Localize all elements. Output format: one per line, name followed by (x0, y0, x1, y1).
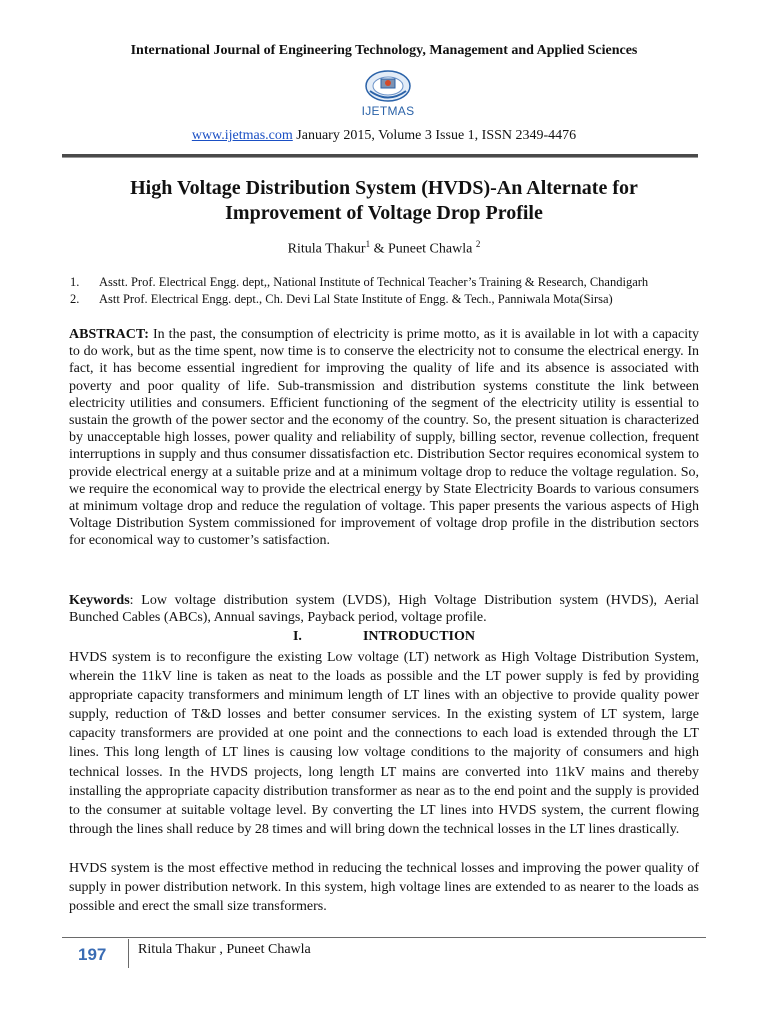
section-heading (0, 629, 768, 645)
affiliation-2 (70, 292, 613, 307)
keywords-label: Keywords (69, 593, 130, 608)
publication-info (0, 128, 768, 144)
issue-info: January 2015, Volume 3 Issue 1, ISSN 2349-4476 (292, 128, 577, 143)
keywords-text: : Low voltage distribution system (LVDS), High Voltage Distribution system (HVDS), Aerial Bunched Cables (ABCs), Annual savings, Payback period, voltage profile. (69, 593, 699, 626)
affiliation-1 (70, 275, 648, 290)
author-line (0, 239, 768, 258)
intro-paragraph-2: HVDS system is the most effective method in reducing the technical losses and improving the power quality of supply in power distribution network. In this system, high voltage lines are extended to as nearer to the loads as possible and erect the small size transformers. (69, 861, 699, 915)
affiliation-number: 2. (70, 292, 80, 306)
affiliation-text: Asstt. Prof. Electrical Engg. dept,, National Institute of Technical Teacher’s Training & Research, Chandigarh (99, 275, 649, 289)
footer-rule (62, 937, 706, 938)
journal-name: International Journal of Engineering Technology, Management and Applied Sciences (130, 43, 638, 58)
footer-authors: Ritula Thakur , Puneet Chawla (138, 942, 311, 957)
author-2-sup: 2 (475, 239, 481, 249)
logo-text: IJETMAS (361, 104, 415, 118)
footer-separator (128, 939, 129, 968)
author-separator: & Puneet Chawla (370, 241, 476, 257)
title-line-2: Improvement of Voltage Drop Profile (225, 202, 543, 224)
author-1-sup: 1 (365, 239, 371, 249)
intro-paragraph-1: HVDS system is to reconfigure the existing Low voltage (LT) network as High Voltage Distribution System, wherein the 11kV line is taken as neat to the loads as possible and the LT power supply is fed by providing appropriate capacity transformers and minimum length of LT lines with an objective to provide quality power supply, reduction of T&D losses and better consumer services. In the existing system of LT system, large capacity transformers are provided at one point and the connections to each load is extended through the LT lines. This long length of LT lines is causing low voltage conditions to the majority of consumers and high technical losses. In the HVDS projects, long length LT mains are converted into 11kV mains and thereby installing the appropriate capacity distribution transformer as near as to the end point and the supply is provided to the consumer at suitable voltage level. By converting the LT lines into HVDS system, the current flowing through the lines shall reduce by 28 times and will bring down the technical losses in the LT lines drastically. (69, 650, 699, 837)
affiliation-number: 1. (70, 275, 80, 289)
affiliation-text: Astt Prof. Electrical Engg. dept., Ch. Devi Lal State Institute of Engg. & Tech., Panniwala Mota(Sirsa) (99, 292, 613, 306)
page-number: 197 (78, 945, 107, 964)
abstract-text: In the past, the consumption of electricity is prime motto, as it is available in lot with a capacity to do work, but as the time spent, now time is to conserve the electricity not to consume the electrical energy. In fact, it has become essential ingredient for improving the quality of life and its absence is associated with poverty and poor quality of life. Sub-transmission and distribution systems constitute the link between electricity utilities and consumers. Efficient functioning of the segment of the electricity utility is essential to sustain the growth of the power sector and the economy of the country. So, the present situation is characterized by unacceptable high losses, power quality and reliability of supply, billing sector, revenue collection, frequent interruptions in supply and thus consumer dissatisfaction etc. Distribution Sector requires economical system to provide electrical energy at a suitable prize and at a minimum voltage drop to reduce the voltage regulation. So, we require the economical way to provide the electrical energy by State Electricity Boards to various consumers at minimum voltage drop and reduce the regulation of voltage. This paper presents the various aspects of High Voltage Distribution System commissioned for improvement of voltage drop profile in the distribution sectors for economical way to customer’s satisfaction. (69, 327, 699, 549)
author-1: Ritula Thakur (287, 241, 366, 257)
paper-title (60, 176, 708, 226)
abstract-label: ABSTRACT: (69, 327, 149, 342)
section-title: INTRODUCTION (362, 629, 475, 644)
header-rule (62, 154, 698, 158)
journal-website-link[interactable]: www.ijetmas.com (191, 128, 293, 143)
keywords (69, 592, 699, 626)
section-number: I. (292, 629, 302, 644)
abstract (69, 326, 699, 550)
title-line-1: High Voltage Distribution System (HVDS)-An Alternate for (130, 177, 638, 199)
